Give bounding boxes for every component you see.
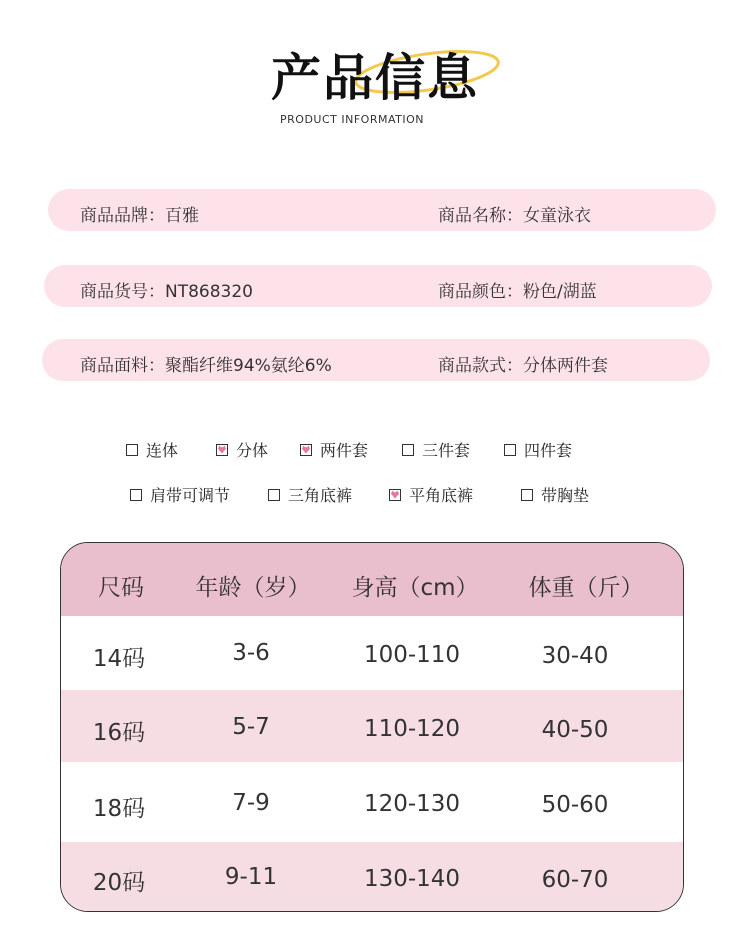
option-label: 肩带可调节 — [150, 486, 231, 505]
option-label: 三件套 — [422, 441, 471, 460]
header-size: 尺码 — [98, 575, 144, 601]
option-triangle-bottom[interactable] — [268, 483, 352, 506]
info-row-fabric — [42, 339, 710, 381]
cell-height: 130-140 — [363, 866, 461, 892]
page-title: 产品信息 — [271, 49, 479, 107]
table-row — [61, 616, 683, 690]
title-block — [0, 34, 750, 107]
cell-weight: 60-70 — [541, 867, 609, 893]
option-four-piece[interactable] — [504, 438, 572, 461]
style-field: 商品款式：分体两件套 — [438, 356, 608, 376]
cell-age: 5-7 — [232, 714, 270, 740]
info-row-sku — [44, 265, 712, 307]
option-label: 四件套 — [524, 441, 573, 460]
option-label: 分体 — [236, 441, 269, 460]
table-row — [61, 690, 683, 762]
option-label: 两件套 — [320, 441, 369, 460]
option-chest-pad[interactable] — [521, 483, 589, 506]
product-name-field: 商品名称：女童泳衣 — [438, 206, 591, 226]
cell-size: 18码 — [92, 796, 146, 822]
sku-field: 商品货号：NT868320 — [80, 282, 253, 302]
header-age: 年龄（岁） — [195, 575, 311, 601]
cell-size: 16码 — [92, 720, 146, 746]
option-two-piece[interactable] — [300, 438, 368, 461]
table-row — [61, 842, 683, 912]
size-table — [60, 542, 684, 912]
cell-height: 100-110 — [363, 642, 461, 668]
checkbox-icon — [521, 489, 533, 501]
cell-weight: 40-50 — [541, 717, 609, 743]
header-height: 身高（cm） — [351, 575, 479, 601]
option-label: 带胸垫 — [541, 486, 590, 505]
cell-age: 9-11 — [224, 864, 278, 890]
cell-height: 120-130 — [363, 791, 461, 817]
option-three-piece[interactable] — [402, 438, 470, 461]
checkbox-icon — [268, 489, 280, 501]
checkbox-icon — [402, 444, 414, 456]
option-boxer-bottom[interactable] — [389, 483, 473, 506]
option-adjustable-strap[interactable] — [130, 483, 230, 506]
option-label: 三角底裤 — [288, 486, 353, 505]
info-row-brand — [48, 189, 716, 231]
option-split[interactable] — [216, 438, 268, 461]
checked-heart-icon — [216, 444, 228, 456]
size-table-header — [61, 543, 683, 616]
option-onepiece[interactable] — [126, 438, 178, 461]
cell-size: 14码 — [92, 646, 146, 672]
cell-weight: 30-40 — [541, 643, 609, 669]
brand-field: 商品品牌：百雅 — [80, 206, 199, 226]
cell-height: 110-120 — [363, 716, 461, 742]
page-subtitle: PRODUCT INFORMATION — [280, 113, 424, 126]
fabric-field: 商品面料：聚酯纤维94%氨纶6% — [80, 356, 332, 376]
table-row — [61, 762, 683, 842]
option-label: 平角底裤 — [409, 486, 474, 505]
cell-age: 3-6 — [232, 640, 270, 666]
color-field: 商品颜色：粉色/湖蓝 — [438, 282, 597, 302]
checked-heart-icon — [389, 489, 401, 501]
cell-age: 7-9 — [232, 790, 270, 816]
header-weight: 体重（斤） — [528, 575, 644, 601]
cell-size: 20码 — [92, 870, 146, 896]
checkbox-icon — [130, 489, 142, 501]
checked-heart-icon — [300, 444, 312, 456]
checkbox-icon — [504, 444, 516, 456]
cell-weight: 50-60 — [541, 792, 609, 818]
option-label: 连体 — [146, 441, 179, 460]
checkbox-icon — [126, 444, 138, 456]
